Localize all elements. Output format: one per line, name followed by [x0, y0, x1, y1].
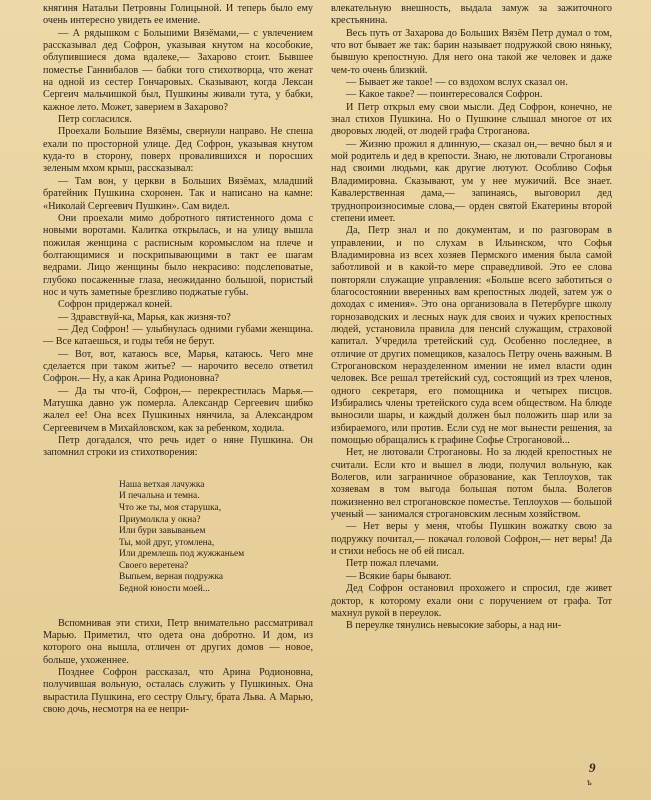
paragraph: — Да ты что-й, Софрон,— перекрестилась Марья.— Матушка давно уж померла. Александр Сергеевич шибко жалел ее! Она всех Пушкиных нянчила, за Александром Сергеевичем в Михайловском, как за ребенком, ходила.	[43, 385, 313, 434]
left-column	[43, 3, 313, 716]
paragraph: Петр догадался, что речь идет о няне Пушкина. Он запомнил строки из стихотворения:	[43, 435, 313, 459]
paragraph: — Здравствуй-ка, Марья, как жизня-то?	[58, 311, 231, 323]
paragraph: — Дед Софрон! — улыбнулась одними губами женщина.— Все катаешься, и годы тебя не берут.	[43, 323, 313, 348]
poem-line: Или дремлешь под жужжаньем	[119, 549, 245, 560]
poem-line: Бедной юности моей...	[119, 584, 210, 595]
paragraph: — Нет веры у меня, чтобы Пушкин вожатку свою за подружку почитал,— покачал головой Софрон,— нет веры! Да и стихи небось не об ей писал.	[331, 521, 612, 558]
poem-line: Ты, мой друг, утомлена,	[119, 537, 215, 548]
right-column	[331, 3, 612, 633]
paragraph: Позднее Софрон рассказал, что Арина Родионовна, получившая вольную, осталась служить у Пушкиных. Она вырастила Пушкина, его сестру Ольгу, брата Льва. А Марью, свою дочь, несмотря на ее непри-	[43, 667, 313, 716]
paragraph: Вспомнивая эти стихи, Петр внимательно рассматривал Марью. Приметил, что одета она добротно. И дом, из которого она вышла, отличен от других домов — новое, больше, ухоженнее.	[43, 617, 313, 666]
paragraph: Петр пожал плечами.	[346, 558, 439, 570]
poem-line: Что же ты, моя старушка,	[119, 502, 222, 513]
paragraph: княгиня Натальи Петровны Голицыной. И теперь было ему очень интересно увидеть ее имение.	[43, 3, 313, 27]
poem-quote	[119, 480, 313, 596]
paragraph: Они проехали мимо добротного пятистенного дома с новыми воротами. Калитка открылась, и на улицу вышла пожилая женщина с расписным коромыслом на плече и болтающимися и поскрипывающими в такт ее шагам ведрами. Лицо женщины было некрасиво: подслеповатые, глубоко посаженные глаза, неожиданно большой, пористый нос и чуть заметные брезгливо поджатые губы.	[43, 212, 313, 298]
paragraph: — Какое такое? — поинтересовался Софрон.	[346, 89, 543, 101]
paragraph: Весь путь от Захарова до Больших Вязём Петр думал о том, что вот бывает же так: барин называет подружкой свою няньку, бывшую крепостную. Для него она такой же человек и даже чем-то очень близкий.	[331, 27, 612, 76]
paragraph: Дед Софрон остановил прохожего и спросил, где живет доктор, к которому ехали они с поручением от графа. Тот махнул рукой в переулок.	[331, 583, 612, 619]
paragraph: — А рядышком с Большими Вязёмами,— с увлечением рассказывал дед Софрон, указывая кнутом на кособокие, облупившиеся дома вдалеке,— Захарово стоит. Бывшее поместье Ганнибалов — бабки того стихотворца, что женат на одной из сестер Гончаровых. Сказывают, когда Лексан Сергеич мальчишкой был, Пушкины живали тута, у бабки, кажное лето. Может, заверием в Захарово?	[43, 27, 313, 113]
poem-line: И печальна и темна.	[119, 491, 200, 502]
corner-mark: ъ	[587, 777, 592, 787]
poem-line: Приумолкла у окна?	[119, 514, 201, 525]
paragraph: — Там вон, у церкви в Больших Вязёмах, младший братейник Пушкина схоронен. Так и написано на камне: «Николай Сергеевич Пушкин». Сам видел.	[43, 175, 313, 212]
paragraph: — Бывает же такое! — со вздохом вслух сказал он.	[346, 77, 568, 89]
paragraph: Да, Петр знал и по документам, и по разговорам в управлении, и по слухам в Ильинском, что Софья Владимировна из всех хозяев Пермского имения была самой заботливой и в какой-то мере справедливой. Это ее слова повторяли служащие управления: «Больше всего заботиться о благосостоянии вверенных вам крепостных людей, затем уж о доходах с имения». Это она организовала в Петербурге школу горнозаводских и лесных наук для своих и чужих крепостных людей, установила правила для пенсий служащим, страховой капитал. Учредила третейский суд. Особенно последнее, в отличие от других помещиков, казалось Петру очень важным. В Строгановском неразделенном имении не имел власти один человек. Все решал третейский суд, состоящий из трех членов, одного секретаря, его помощника и четырех писцов. Избирались члены третейского суда всем обществом. На блюде выносили шары, и каждый должен был положить шар или за избираемого, или против. Если суд не мог вынести решения, за помощью обращались к графине Софье Строгановой...	[331, 225, 612, 447]
paragraph: Петр согласился.	[58, 114, 132, 126]
paragraph: — Вот, вот, катаюсь все, Марья, катаюсь. Чего мне сделается при таком житье? — нарочито весело ответил Софрон.— Ну, а как Арина Родионовна?	[43, 348, 313, 385]
paragraph: Нет, не лютовали Строгановы. Но за людей крепостных не считали. Если кто и вышел в люди, получил вольную, как Волегов, или заграничное образование, как Теплоухов, так хозяевам в том выгода большая потом была. Волегов пожизненно вел строгановское поместье. Теплоухов — большой ученый — занимался строгановским лесным хозяйством.	[331, 447, 612, 521]
paragraph: — Всякие бары бывают.	[346, 570, 452, 582]
page-number: 9	[589, 760, 596, 775]
poem-line: Наша ветхая лачужка	[119, 479, 205, 490]
poem-line: Выпьем, верная подружка	[119, 572, 224, 583]
paragraph: Проехали Большие Вязёмы, свернули направо. Не спеша ехали по просторной улице. Дед Софрон, указывая кнутом куда-то в сторону, поверх провалившихся и поросших зеленым мхом крыш, рассказывал:	[43, 126, 313, 175]
paragraph: Софрон придержал коней.	[58, 299, 173, 311]
paragraph: влекательную внешность, выдала замуж за зажиточного крестьянина.	[331, 3, 612, 27]
paragraph: В переулке тянулись невысокие заборы, а над ни-	[346, 620, 562, 632]
paragraph: — Жизню прожил я длинную,— сказал он,— вечно был я и мой родитель и дед в крепости. Знаю, не лютовали Строгановы над своими людьми, как другие лютуют. Особливо Софья Владимировна. Сказывают, ум у нее мужичий. Все знает. Кавалерственная дама,— запинаясь, выговорил дед труднопроизносимые слова,— орден святой Екатерины второй степени имеет.	[331, 138, 612, 224]
paragraph: И Петр открыл ему свои мысли. Дед Софрон, конечно, не знал стихов Пушкина. Но о Пушкине слышал многое от их дворовых людей, от людей графа Строганова.	[331, 101, 612, 138]
poem-line: Или бури завываньем	[119, 526, 206, 537]
poem-line: Своего веретена?	[119, 560, 189, 571]
